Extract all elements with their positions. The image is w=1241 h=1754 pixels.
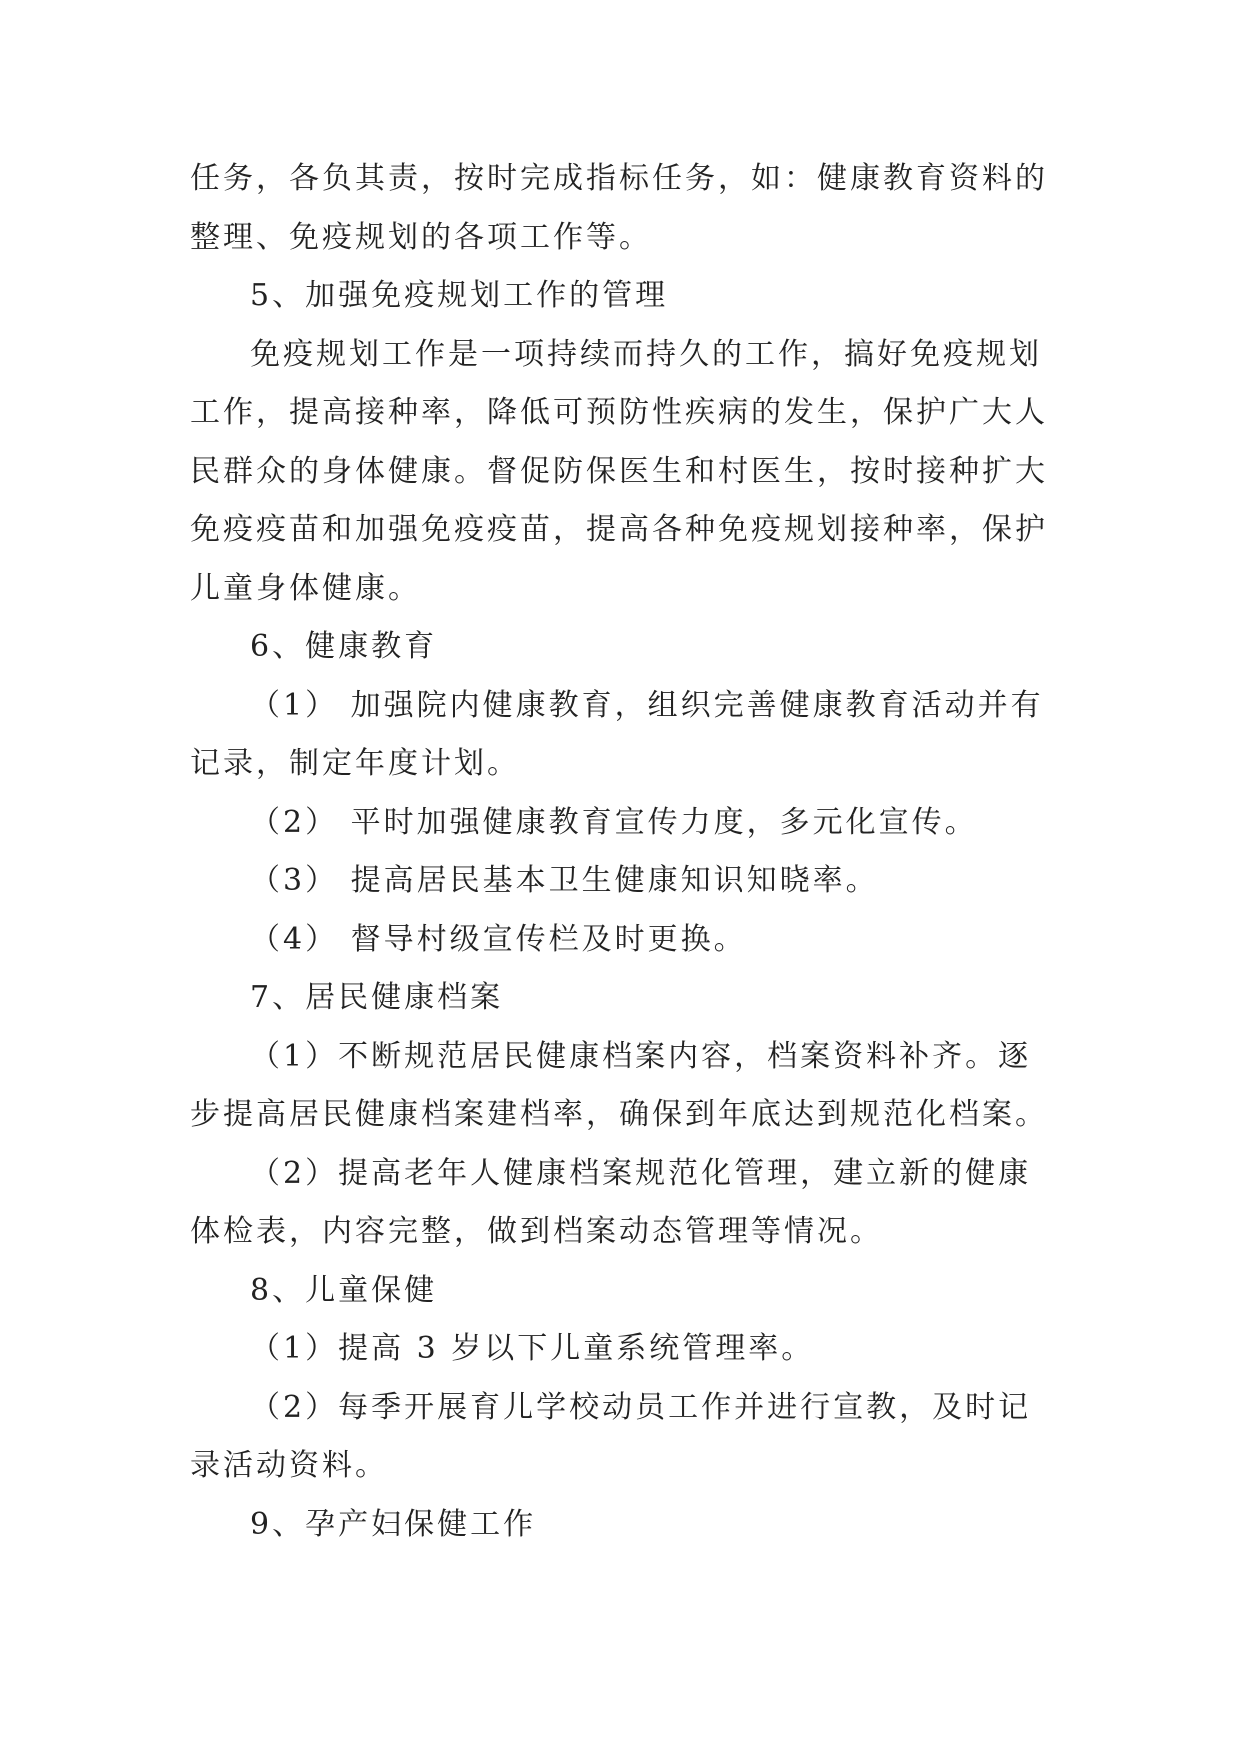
text-line: 民群众的身体健康。督促防保医生和村医生，按时接种扩大 — [190, 453, 1048, 489]
list-item: （3） 提高居民基本卫生健康知识知晓率。 — [250, 863, 879, 898]
list-item: （2） 平时加强健康教育宣传力度，多元化宣传。 — [250, 804, 978, 840]
list-item: （1）不断规范居民健康档案内容，档案资料补齐。逐 — [250, 1038, 1032, 1074]
text-line: 整理、免疫规划的各项工作等。 — [190, 219, 652, 255]
document-body — [190, 150, 1060, 1554]
text-line: 记录，制定年度计划。 — [190, 746, 520, 781]
text-line: 任务，各负其责，按时完成指标任务，如：健康教育资料的 — [190, 161, 1048, 196]
section-heading: 7、居民健康档案 — [250, 980, 504, 1015]
list-item: （4） 督导村级宣传栏及时更换。 — [250, 921, 747, 957]
list-item: （1）提高 3 岁以下儿童系统管理率。 — [250, 1331, 815, 1366]
text-line: 录活动资料。 — [190, 1448, 388, 1483]
text-line: 步提高居民健康档案建档率，确保到年底达到规范化档案。 — [190, 1097, 1048, 1132]
text-line: 儿童身体健康。 — [190, 570, 421, 606]
text-line: 工作，提高接种率，降低可预防性疾病的发生，保护广大人 — [190, 395, 1048, 430]
text-line: 免疫疫苗和加强免疫疫苗，提高各种免疫规划接种率，保护 — [190, 512, 1048, 547]
list-item: （1） 加强院内健康教育，组织完善健康教育活动并有 — [250, 687, 1044, 723]
text-line: 免疫规划工作是一项持续而持久的工作，搞好免疫规划 — [250, 336, 1042, 372]
text-line: 体检表，内容完整，做到档案动态管理等情况。 — [190, 1214, 883, 1249]
section-heading: 9、孕产妇保健工作 — [250, 1506, 537, 1542]
list-item: （2）每季开展育儿学校动员工作并进行宣教，及时记 — [250, 1389, 1032, 1425]
section-heading: 5、加强免疫规划工作的管理 — [250, 278, 669, 313]
list-item: （2）提高老年人健康档案规范化管理，建立新的健康 — [250, 1155, 1032, 1191]
section-heading: 6、健康教育 — [250, 629, 438, 664]
section-heading: 8、儿童保健 — [250, 1272, 438, 1308]
